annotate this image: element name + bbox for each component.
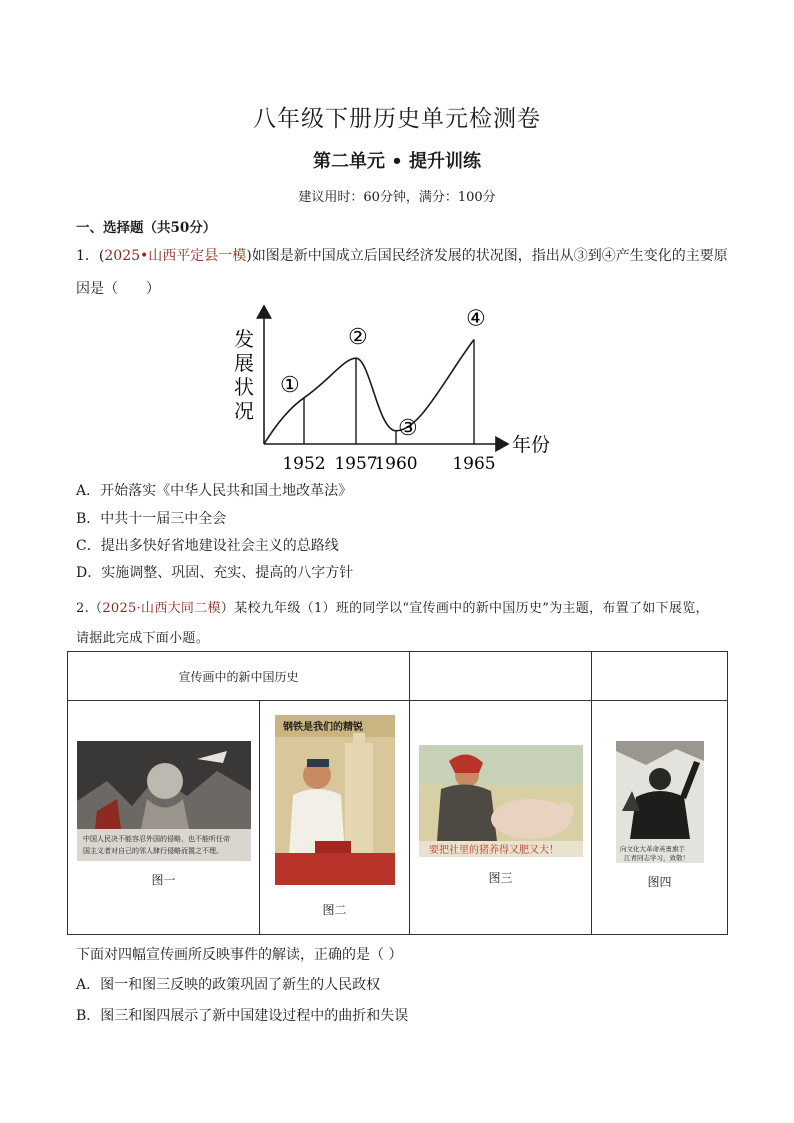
q1-stem (76, 246, 728, 266)
poster-image-4 (616, 741, 704, 863)
y-axis-label-char: 状 (234, 375, 254, 399)
poster-4-text-2: 江青同志学习，致敬！ (623, 854, 689, 862)
x-tick-label: 1960 (374, 454, 418, 474)
x-tick-label: 1952 (282, 454, 326, 474)
exhibit-header-empty (410, 652, 592, 701)
page-subtitle: 第二单元 • 提升训练 (312, 151, 482, 172)
exhibit-header-empty (592, 652, 728, 701)
y-axis-label-char: 发 (234, 327, 254, 351)
point-label: ④ (466, 306, 486, 332)
poster-caption-2: 图二 (322, 903, 347, 917)
poster-4-text: 向文化大革命英勇旗手 (619, 845, 685, 853)
poster-image-1 (77, 741, 251, 861)
poster-cell-3 (410, 701, 592, 935)
exhibit-table (67, 651, 728, 935)
poster-cell-4 (592, 701, 728, 935)
q2-number: 2.（ (76, 601, 103, 616)
q2-option-a[interactable]: A．图一和图三反映的政策巩固了新生的人民政权 (76, 977, 381, 993)
q1-number: 1．( (76, 248, 105, 264)
q2-follow: 下面对四幅宣传画所反映事件的解读，正确的是（ ） (76, 947, 403, 963)
y-axis-label (234, 327, 254, 423)
q1-option-a[interactable]: A．开始落实《中华人民共和国土地改革法》 (76, 483, 353, 499)
poster-cell-2 (260, 701, 410, 935)
q1-option-d[interactable]: D．实施调整、巩固、充实、提高的八字方针 (76, 565, 354, 581)
poster-1-text-2: 国主义者对自己的邻人肆行侵略而置之不理。 (82, 847, 223, 855)
q2-stem-text: ）某校九年级（1）班的同学以“宣传画中的新中国历史”为主题，布置了如下展览， (220, 601, 709, 616)
exam-meta: 建议用时：60分钟，满分：100分 (298, 190, 496, 205)
poster-caption-4: 图四 (647, 875, 672, 889)
y-axis-label-char: 况 (234, 399, 254, 423)
q1-option-c[interactable]: C．提出多快好省地建设社会主义的总路线 (76, 538, 339, 554)
poster-1-text: 中国人民决不能容忍外国的侵略，也不能听任帝 (82, 835, 230, 843)
q2-source: 2025·山西大同二模 (102, 601, 221, 616)
x-axis-label: 年份 (512, 434, 551, 456)
y-axis-label-char: 展 (234, 351, 254, 375)
q1-stem-text: )如图是新中国成立后国民经济发展的状况图，指出从③到④产生变化的主要原 (246, 248, 728, 264)
poster-image-2 (275, 715, 395, 885)
q1-stem-cont: 因是（ ） (76, 281, 160, 297)
x-tick-label: 1957 (334, 454, 378, 474)
q1-economy-chart (228, 300, 568, 480)
poster-2-slogan: 钢铁是我们的精锐 (282, 722, 363, 733)
poster-caption-1: 图一 (151, 873, 176, 887)
q1-option-b[interactable]: B．中共十一届三中全会 (76, 511, 227, 527)
section-heading: 一、选择题（共50分） (76, 220, 217, 236)
point-label: ① (280, 372, 300, 398)
point-label: ③ (398, 415, 418, 441)
poster-cell-1 (68, 701, 260, 935)
q2-stem (76, 597, 709, 616)
poster-caption-3: 图三 (488, 871, 513, 885)
page-title: 八年级下册历史单元检测卷 (253, 106, 541, 132)
x-tick-label: 1965 (452, 454, 496, 474)
point-label: ② (348, 325, 368, 351)
q2-option-b[interactable]: B．图三和图四展示了新中国建设过程中的曲折和失误 (76, 1008, 409, 1024)
poster-image-3 (419, 745, 583, 857)
poster-3-slogan: 要把社里的猪养得又肥又大！ (428, 845, 559, 856)
q2-stem-cont: 请据此完成下面小题。 (76, 631, 210, 646)
q1-source: 2025•山西平定县一模 (104, 248, 247, 264)
exhibit-header: 宣传画中的新中国历史 (68, 652, 410, 701)
